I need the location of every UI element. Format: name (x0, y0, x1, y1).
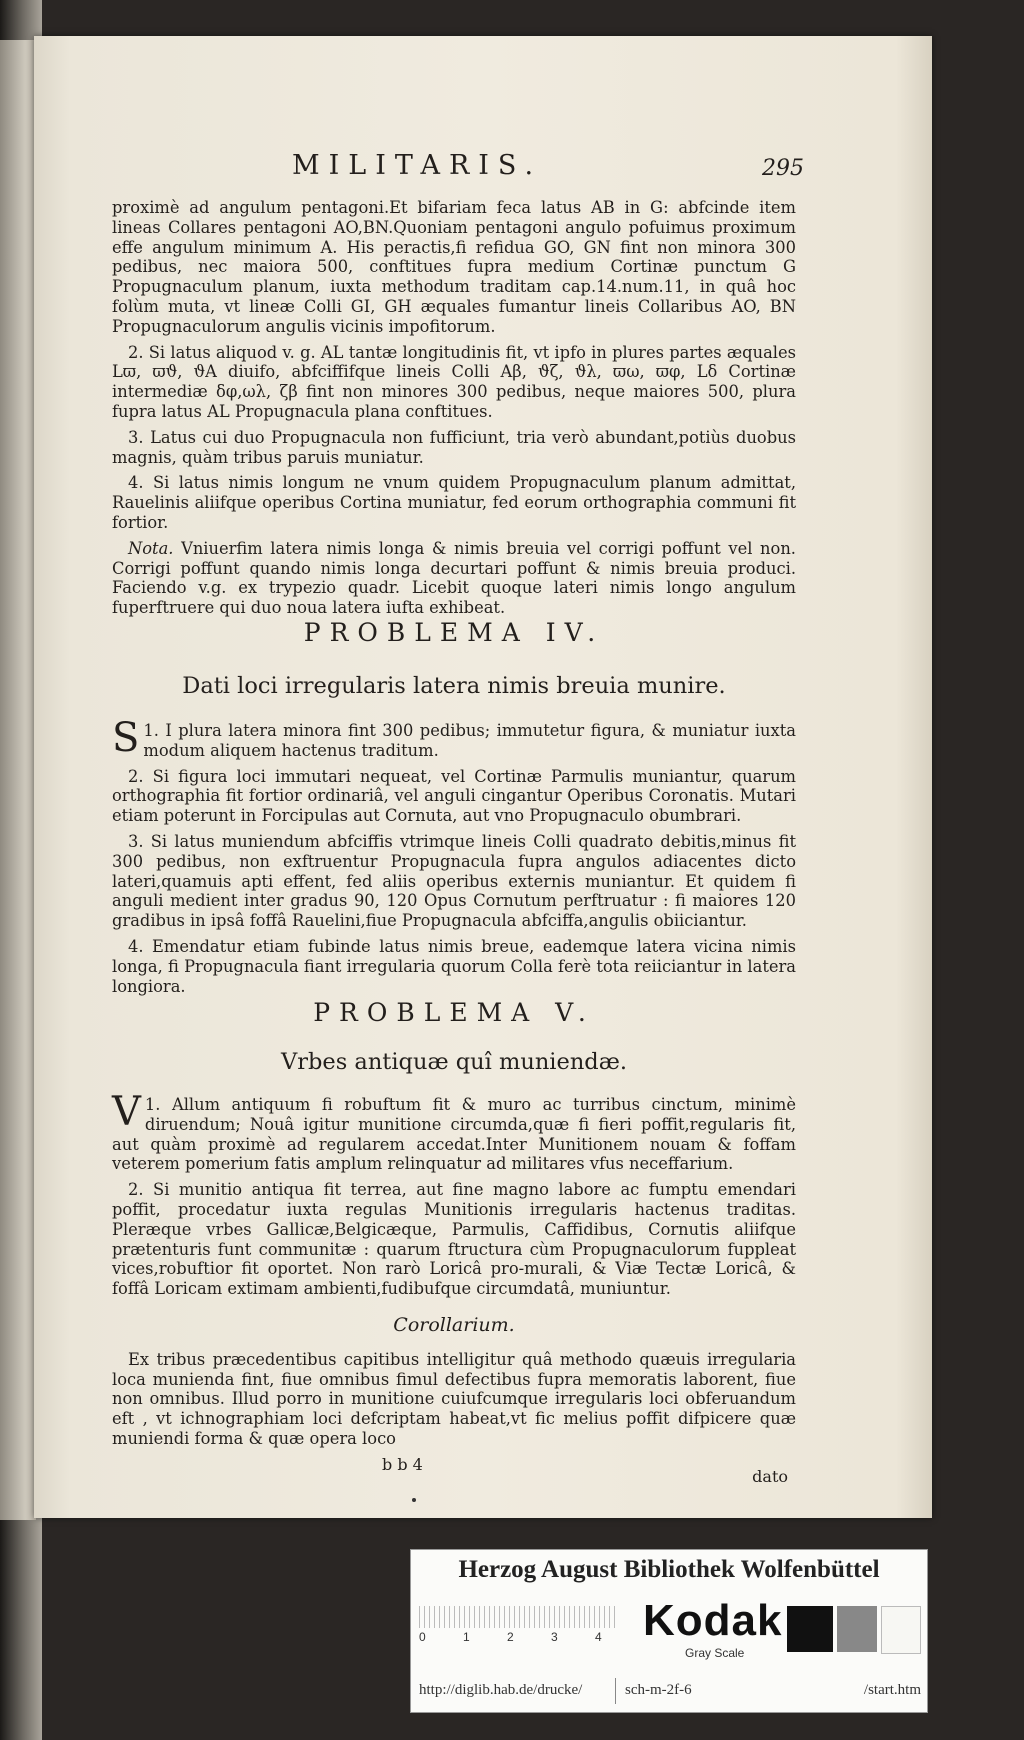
note-text: Vniuerfim latera nimis longa & nimis breuia vel corrigi poffunt vel non. Corrigi poffunt quando nimis longa decurtari poffunt & nimis breuia produci. Faciendo v.g. ex trypezio quadr. Licebit quoque lateri nimis longo angulum fuperftruere qui duo noua latera iufta exhibeat. (112, 538, 796, 618)
problem-5-number: 1. (144, 1095, 161, 1114)
catchword: dato (752, 1466, 788, 1486)
paragraph-4: 4. Si latus nimis longum ne vnum quidem Propugnaculum planum admittat, Rauelinis aliifque operibus Cortina muniatur, fed eorum orthographia communi fit fortior. (112, 473, 796, 532)
problem-5-section (112, 998, 796, 1305)
problem-4-paragraph-2: 2. Si figura loci immutari nequeat, vel Cortinæ Parmulis muniantur, quarum orthographia fit fortior ordinariâ, vel anguli cingantur Operibus Coronatis. Mutari etiam poterunt in Forcipulas aut Cornuta, aut vno Propugnaculo obumbrari. (112, 766, 796, 826)
problem-4-paragraph-3: 3. Si latus muniendum abfciffis vtrimque lineis Colli quadrato debitis,minus fit 300 pedibus, non exftruentur Propugnacula fupra angulos adiacentes dicto lateri,quamuis apti effent, fed aliis operibus externis muniantur. Et quidem fi anguli medient inter gradus 90, 120 Opus Cornutum perftruatur : fi maiores 120 gradibus in ipsâ foffâ Rauelini,fiue Propugnacula abfciffa,angulis obiiciantur. (112, 831, 796, 931)
page-number: 295 (762, 156, 804, 181)
corollary-title: Corollarium. (393, 1314, 515, 1336)
problem-4-first-text: I plura latera minora fint 300 pedibus; immutetur figura, & muniatur iuxta modum aliquem hactenus traditum. (143, 721, 796, 760)
problem-5-subtitle: Vrbes antiquæ quî muniendæ. (280, 1049, 628, 1075)
paragraph-3: 3. Latus cui duo Propugnacula non fufficiunt, tria verò abundant,potiùs duobus magnis, quàm tribus paruis muniatur. (112, 427, 796, 467)
problem-5-paragraph-2: 2. Si munitio antiqua fit terrea, aut fine magno labore ac fumptu emendari poffit, procedatur iuxta regulas Munitionis irregularis hactenus traditas. Pleræque vrbes Gallicæ,Belgicæque, Parmulis, Caffidibus, Cornutis aliifque prætenturis funt communitæ : quarum ftructura cùm Propugnaculorum fuppleat vices,robuftior fit oportet. Non rarò Loricâ pro-murali, & Viæ Tectæ Loricâ, & foffâ Loricam extimam ambienti,fudibufque circumdatâ, muniuntur. (112, 1180, 796, 1299)
problem-4-number: 1. (143, 721, 159, 740)
running-head (112, 146, 804, 186)
signature-mark: b b 4 (382, 1454, 423, 1474)
white-patch (881, 1606, 921, 1654)
ruler-ticks (419, 1606, 619, 1628)
gray-patch (837, 1606, 877, 1652)
ink-dot (412, 1498, 416, 1502)
ruler-number: 0 (419, 1630, 426, 1644)
corollary-text: Ex tribus præcedentibus capitibus intelligitur quâ methodo quæuis irregularia loca munienda fint, fiue omnibus fimul defectibus fupra memoratis laborent, fiue non omnibus. Illud porro in munitione cuiufcumque irregularis loci obferuandum eft , vt ichnographiam loci defcriptam habeat,vt fic melius poffit difpicere quæ muniendi forma & quæ opera loco (112, 1349, 796, 1448)
paragraph-2: 2. Si latus aliquod v. g. AL tantæ longitudinis fit, vt ipfo in plures partes æquales Lϖ, ϖϑ, ϑA diuifo, abfciffifque lineis Colli Aβ, ϑζ, ϑλ, ϖω, ϖφ, Lδ Cortinæ intermediæ δφ,ωλ, ζβ fint non minores 300 pedibus, neque maiores 500, plura fupra latus AL Propugnacula plana conftitues. (112, 342, 796, 421)
ruler-number: 1 (463, 1630, 470, 1644)
dropcap-v: V (112, 1089, 141, 1135)
problem-5-first-text: Allum antiquum fi robuftum fit & muro ac turribus cinctum, minimè diruendum; Nouâ igitur munitione circumda,quæ fi fieri poffit,regularis fit, aut quàm proximè ad regularem accedat.Inter Munitionem nouam & foffam veterem pomerium fatis amplum relinquatur ad militares vfus neceffarium. (112, 1095, 796, 1174)
problem-4-section (112, 618, 796, 1002)
url-base: http://diglib.hab.de/drucke/ (419, 1682, 583, 1698)
kodak-logo: Kodak (643, 1596, 783, 1645)
problem-5-heading: PROBLEMA V. (313, 998, 595, 1027)
black-patch (787, 1606, 833, 1652)
url-id: sch-m-2f-6 (625, 1682, 692, 1698)
note-paragraph (112, 539, 796, 618)
problem-4-subtitle: Dati loci irregularis latera nimis breuia munire. (182, 673, 726, 699)
problem-4-paragraph-1 (112, 715, 796, 761)
ruler-number: 3 (551, 1630, 558, 1644)
url-end: /start.htm (863, 1682, 921, 1698)
note-label: Nota. (128, 538, 174, 558)
ruler-scale (419, 1606, 619, 1646)
top-section (112, 198, 796, 624)
signature-line (112, 1454, 796, 1486)
left-page-edge (0, 40, 36, 1520)
ruler-number: 2 (507, 1630, 514, 1644)
running-title: MILITARIS. (292, 150, 543, 181)
ruler-number: 4 (595, 1630, 602, 1644)
library-name: Herzog August Bibliothek Wolfenbüttel (458, 1556, 880, 1583)
url-separator (615, 1678, 616, 1704)
gray-scale-label: Gray Scale (685, 1646, 745, 1660)
dropcap-s: S (112, 715, 140, 761)
book-page (34, 36, 932, 1518)
corollary-section (112, 1314, 796, 1486)
problem-4-heading: PROBLEMA IV. (303, 618, 605, 647)
kodak-color-card (410, 1549, 928, 1713)
url-row (411, 1678, 927, 1704)
paragraph-continuation: proximè ad angulum pentagoni.Et bifariam feca latus AB in G: abfcinde item lineas Collares pentagoni AO,BN.Quoniam pentagoni angulo pofuimus proximum effe angulum minimum A. His peractis,fi refidua GO, GN fint non minora 300 pedibus, nec maiora 500, conftitues fupra medium Cortinæ punctum G Propugnaculum planum, iuxta methodum traditam cap.14.num.11, in quâ hoc folùm muta, vt lineæ Colli GI, GH æquales fumantur lineis Collaribus AO, BN Propugnaculorum angulis vicinis impofitorum. (112, 198, 796, 336)
problem-5-paragraph-1 (112, 1089, 796, 1174)
problem-4-paragraph-4: 4. Emendatur etiam fubinde latus nimis breue, eademque latera vicina nimis longa, fi Propugnacula fiant irregularia quorum Colla ferè tota reiiciantur in latera longiora. (112, 936, 796, 996)
